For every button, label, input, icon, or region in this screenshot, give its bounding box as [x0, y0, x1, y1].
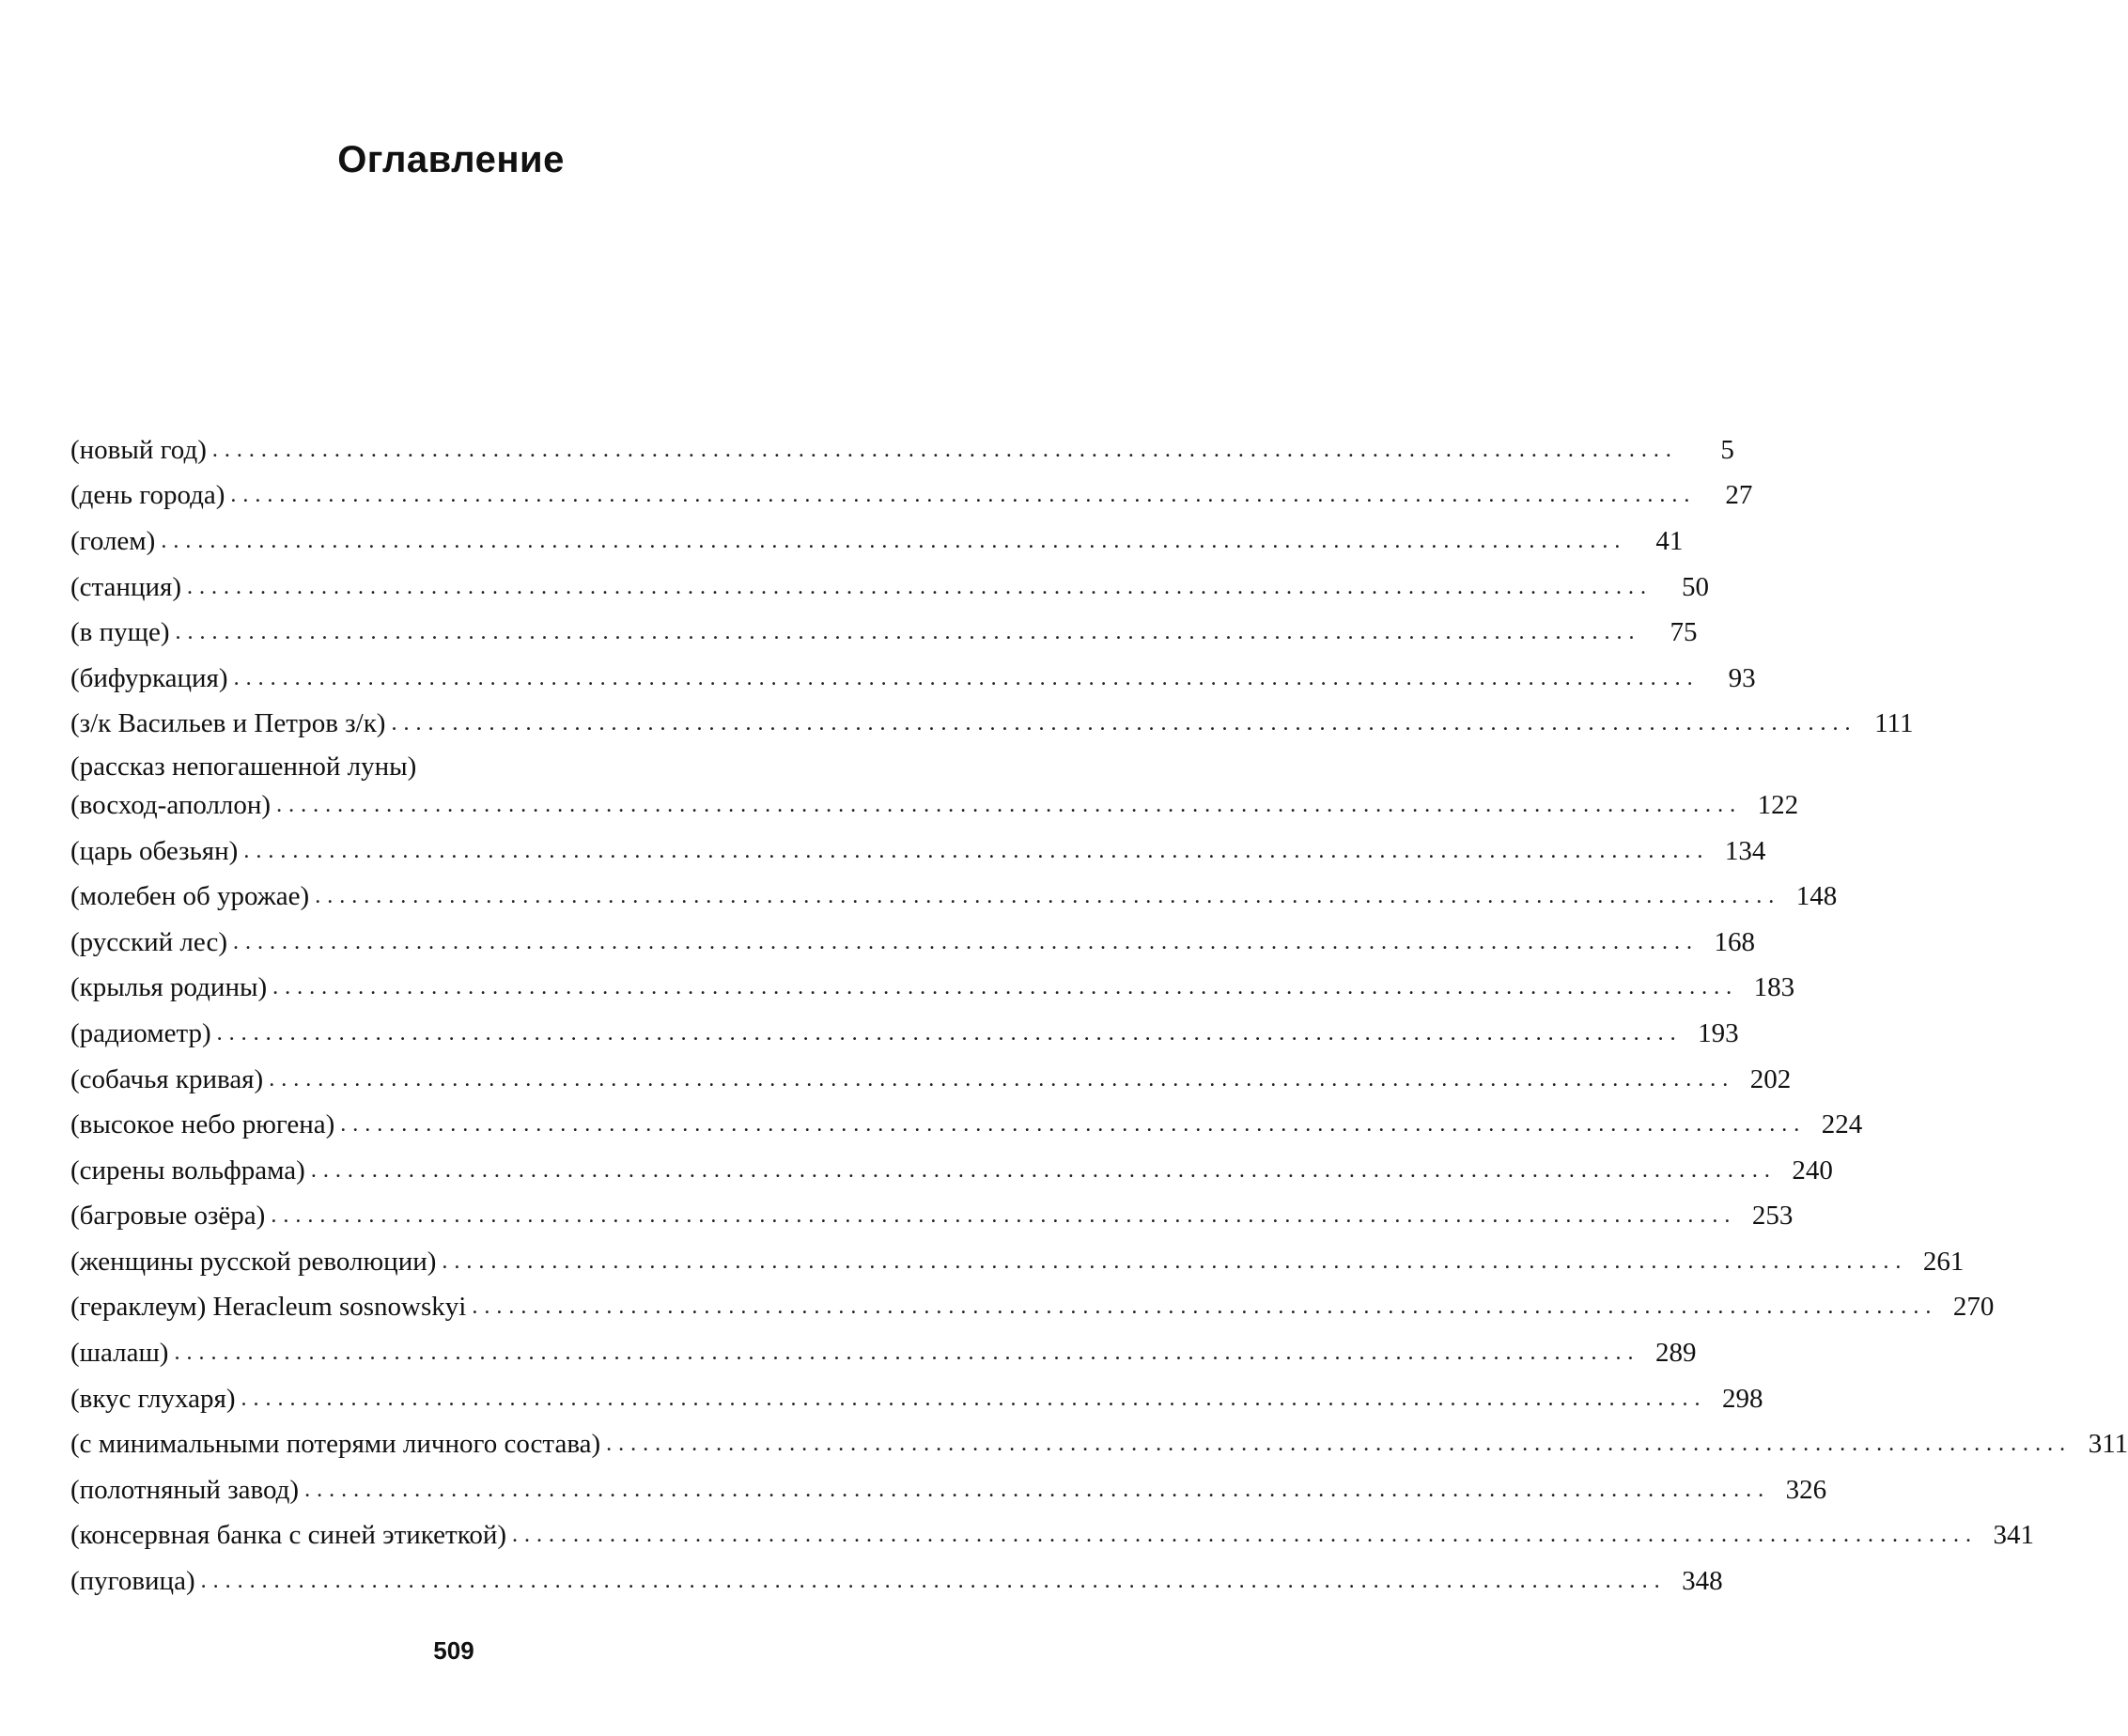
toc-entry-title: (гераклеум) Heracleum sosnowskyi	[70, 1292, 467, 1323]
dot-leader: ........................................................................................................................	[233, 665, 1700, 690]
toc-entry-page: 93	[1728, 662, 1756, 693]
toc-entry	[70, 920, 1755, 966]
toc-entry	[70, 829, 1766, 875]
dot-leader: ........................................................................................................................	[161, 528, 1627, 553]
toc-entry-title: (полотняный завод)	[70, 1474, 300, 1505]
toc-entry-page: 224	[1821, 1109, 1863, 1140]
toc-entry	[70, 610, 1698, 656]
toc-entry	[70, 747, 841, 783]
toc-entry-title: (шалаш)	[70, 1338, 169, 1369]
toc-entry	[70, 565, 1709, 611]
toc-entry-page: 311	[2088, 1429, 2128, 1460]
toc-entry-title: (вкус глухаря)	[70, 1383, 236, 1414]
dot-leader: ........................................................................................................................	[230, 483, 1697, 508]
table-of-contents	[70, 427, 2128, 1604]
toc-entry-title: (багровые озёра)	[70, 1201, 266, 1232]
toc-entry-title: (пуговица)	[70, 1566, 195, 1597]
toc-entry-page: 289	[1654, 1338, 1697, 1369]
toc-entry-title: (день города)	[70, 480, 225, 511]
toc-entry-title: (женщины русской революции)	[70, 1246, 437, 1277]
dot-leader: ........................................................................................................................	[243, 838, 1710, 863]
toc-entry-title: (бифуркация)	[70, 662, 228, 693]
toc-entry-page: 111	[1874, 708, 1914, 739]
dot-leader: ........................................................................................................................	[310, 1157, 1777, 1183]
toc-entry-title: (станция)	[70, 571, 181, 602]
toc-entry-page: 168	[1714, 926, 1755, 957]
toc-entry-page: 134	[1724, 835, 1766, 866]
toc-entry	[70, 1513, 2034, 1559]
toc-entry	[70, 966, 1795, 1012]
dot-leader: ........................................................................................................................	[200, 1569, 1667, 1594]
toc-entry-title: (радиометр)	[70, 1017, 211, 1048]
page-number: 509	[433, 1636, 474, 1665]
toc-entry-page: 298	[1722, 1383, 1763, 1414]
toc-entry-title: (новый год)	[70, 434, 207, 465]
toc-entry-page: 75	[1670, 617, 1698, 648]
toc-entry-title: (русский лес)	[70, 926, 227, 957]
toc-entry	[70, 1011, 1739, 1057]
toc-entry-page: 50	[1681, 571, 1709, 602]
toc-entry-title: (крылья родины)	[70, 972, 268, 1003]
dot-leader: ........................................................................................................................	[174, 1341, 1640, 1366]
toc-entry	[70, 1558, 1723, 1604]
toc-entry-title: (з/к Васильев и Петров з/к)	[70, 708, 386, 739]
dot-leader: ........................................................................................................................	[269, 1066, 1735, 1092]
toc-entry-title: (царь обезьян)	[70, 835, 239, 866]
toc-entry	[70, 519, 1684, 565]
dot-leader: ........................................................................................................................	[241, 1386, 1707, 1411]
dot-leader: ........................................................................................................................	[304, 1477, 1771, 1502]
toc-entry	[70, 1194, 1794, 1240]
dot-leader: ........................................................................................................................	[606, 1432, 2073, 1457]
toc-entry-page: 261	[1922, 1246, 1965, 1277]
toc-entry-page: 183	[1753, 972, 1795, 1003]
dot-leader: ........................................................................................................................	[211, 437, 1678, 462]
dot-leader: ........................................................................................................................	[216, 1020, 1683, 1046]
toc-entry-page: 27	[1725, 480, 1753, 511]
toc-entry-page: 41	[1655, 525, 1684, 556]
toc-entry-title: (голем)	[70, 525, 156, 556]
toc-entry-title: (восход-аполлон)	[70, 789, 272, 820]
dot-leader: ........................................................................................................................	[442, 1248, 1908, 1274]
toc-entry-page: 326	[1785, 1474, 1827, 1505]
page-title: Оглавление	[337, 139, 565, 180]
toc-entry-page: 253	[1751, 1201, 1794, 1232]
dot-leader: ........................................................................................................................	[186, 574, 1653, 599]
toc-entry	[70, 1239, 1965, 1285]
dot-leader: ........................................................................................................................	[340, 1112, 1807, 1138]
toc-entry	[70, 874, 1838, 920]
toc-entry	[70, 783, 1799, 829]
toc-entry	[70, 473, 1753, 519]
toc-entry-page: 341	[1993, 1520, 2034, 1551]
toc-entry	[70, 656, 1756, 702]
dot-leader: ........................................................................................................................	[272, 975, 1739, 1000]
dot-leader: ........................................................................................................................	[233, 929, 1699, 954]
toc-entry-page: 193	[1698, 1017, 1739, 1048]
dot-leader: ........................................................................................................................	[315, 884, 1781, 909]
toc-entry	[70, 427, 1734, 473]
toc-entry	[70, 1467, 1827, 1513]
toc-entry	[70, 1421, 2128, 1467]
toc-entry-title: (сирены вольфрама)	[70, 1155, 305, 1186]
toc-entry-page: 348	[1682, 1566, 1723, 1597]
toc-entry-title: (с минимальными потерями личного состава)	[70, 1429, 601, 1460]
dot-leader: ........................................................................................................................	[512, 1523, 1978, 1548]
toc-entry-title: (в пуще)	[70, 617, 170, 648]
dot-leader: ........................................................................................................................	[391, 711, 1857, 736]
toc-entry	[70, 1285, 1995, 1331]
toc-entry	[70, 1330, 1697, 1376]
toc-entry-title: (рассказ непогашенной луны)	[70, 752, 417, 783]
toc-entry	[70, 702, 1914, 748]
toc-entry	[70, 1148, 1833, 1194]
toc-entry-page: 148	[1795, 881, 1838, 912]
toc-entry-title: (молебен об урожае)	[70, 881, 310, 912]
toc-entry	[70, 1102, 1863, 1148]
toc-entry-page: 122	[1757, 789, 1799, 820]
toc-entry-page: 270	[1952, 1292, 1995, 1323]
dot-leader: ........................................................................................................................	[271, 1203, 1737, 1229]
toc-entry-page: 5	[1720, 434, 1734, 465]
dot-leader: ........................................................................................................................	[276, 792, 1743, 817]
dot-leader: ........................................................................................................................	[175, 620, 1641, 645]
toc-entry-title: (консервная банка с синей этикеткой)	[70, 1520, 506, 1551]
toc-entry-title: (высокое небо рюгена)	[70, 1109, 335, 1140]
toc-entry-title: (собачья кривая)	[70, 1063, 264, 1094]
toc-entry	[70, 1376, 1763, 1422]
toc-entry	[70, 1057, 1792, 1103]
dot-leader: ........................................................................................................................	[472, 1294, 1938, 1320]
toc-entry-page: 240	[1792, 1155, 1833, 1186]
toc-entry-page: 202	[1749, 1063, 1792, 1094]
